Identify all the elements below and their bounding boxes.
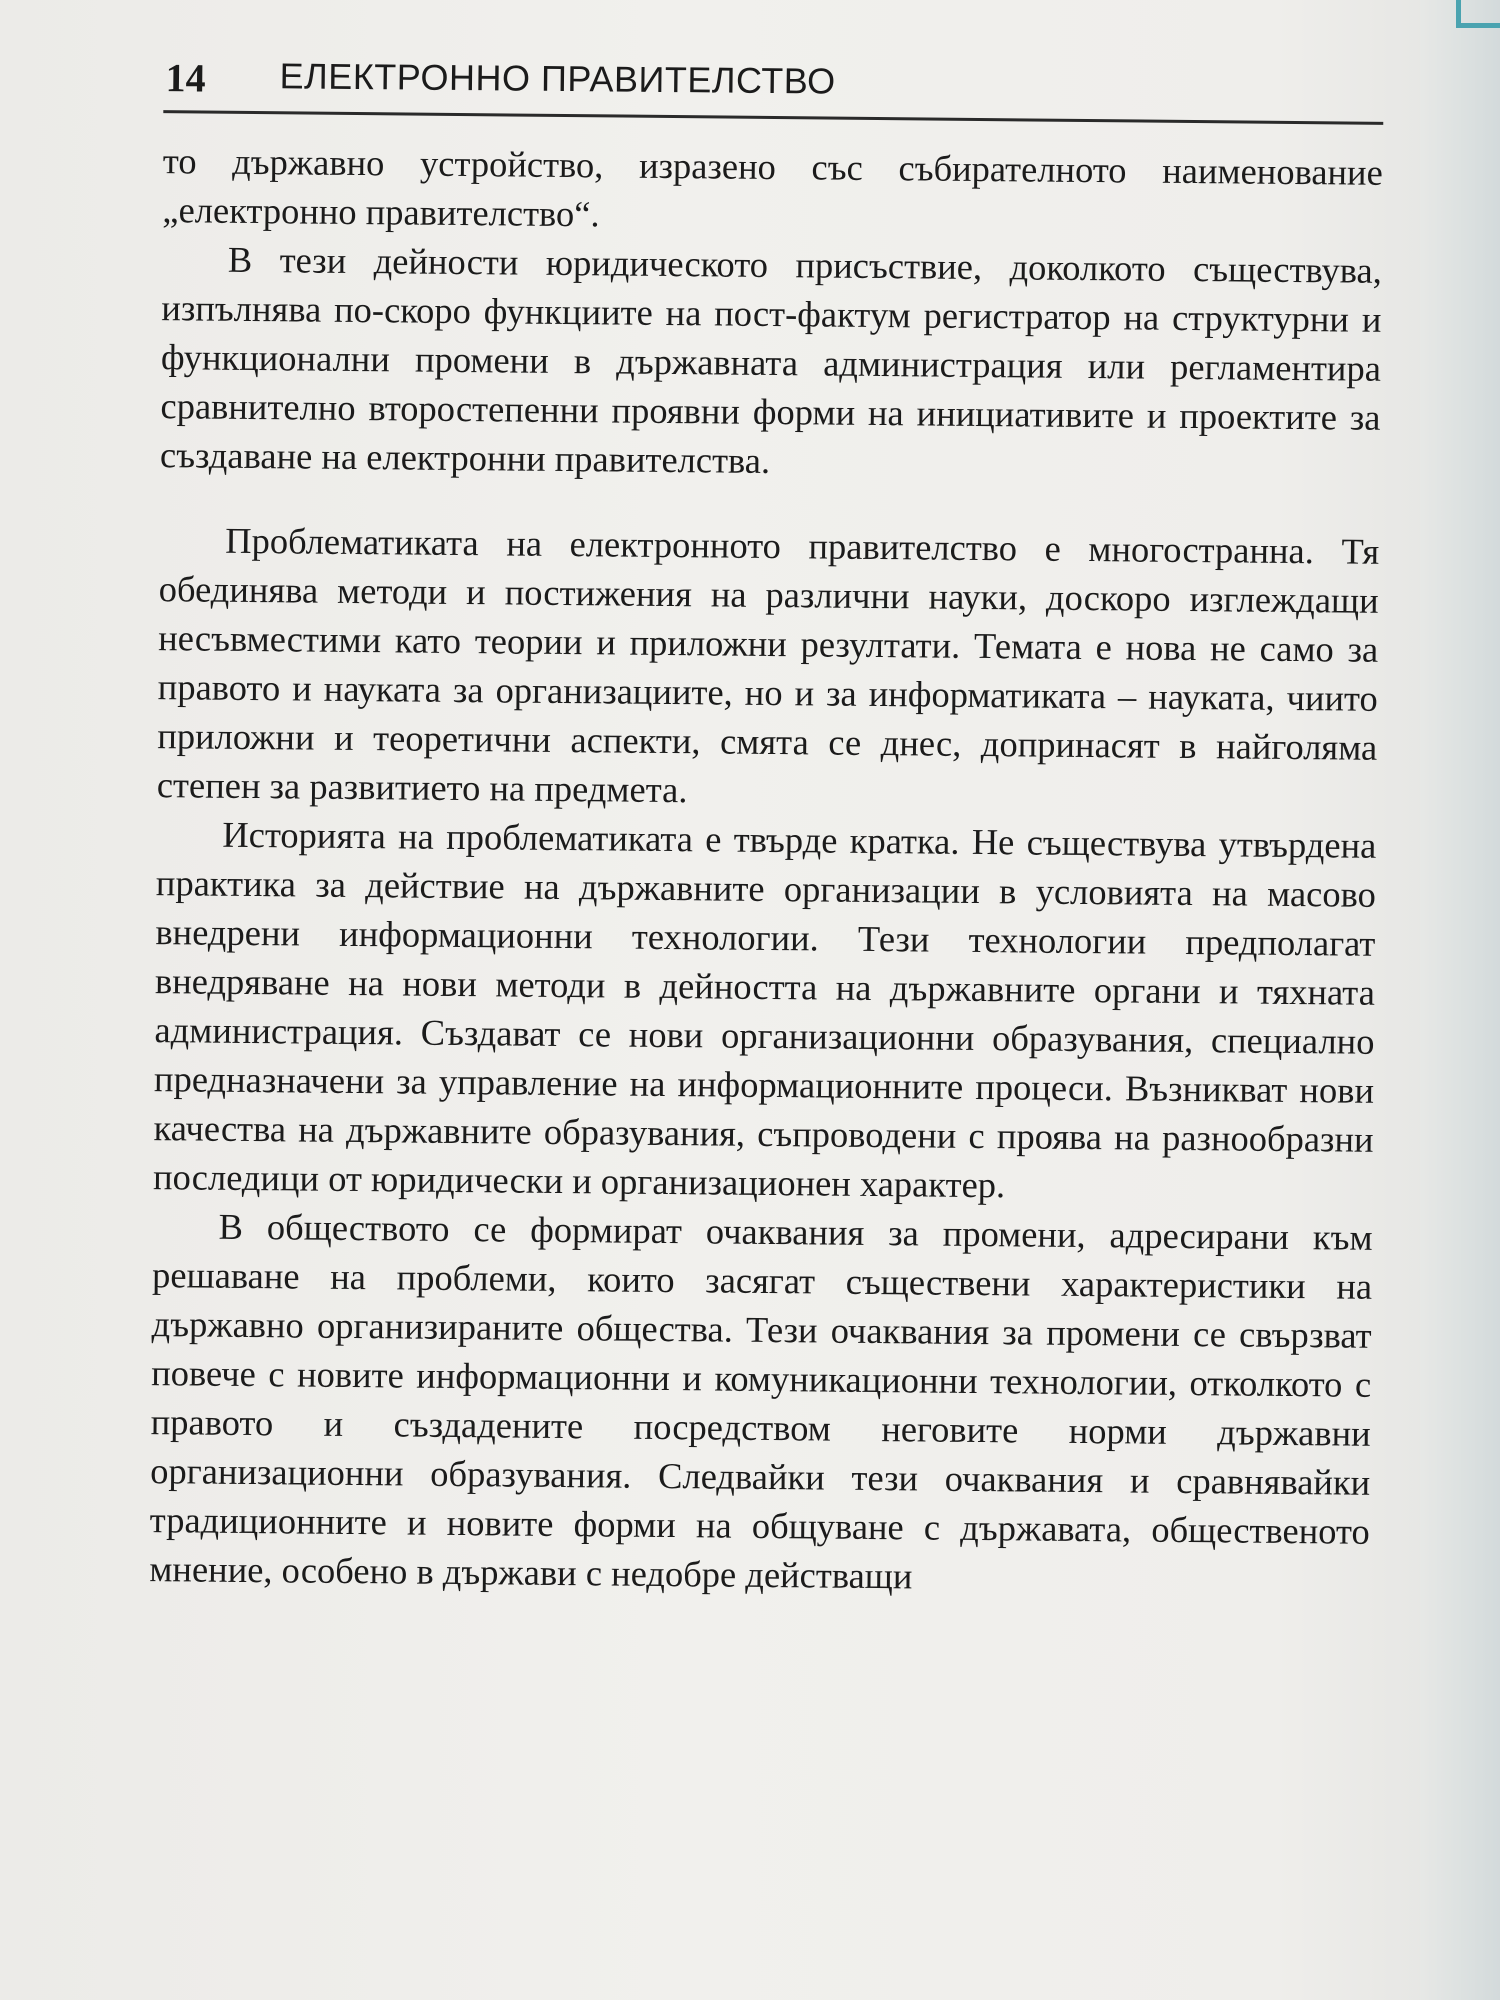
running-title: ЕЛЕКТРОННО ПРАВИТЕЛСТВО	[279, 55, 836, 102]
header-rule	[163, 110, 1383, 125]
paragraph: В обществото се формират очаквания за промени, адресирани към решаване на проблеми, които засягат съществени характеристики на държавно организираните общества. Тези очаквания за промени се свързват повече с новите информационни и комуникационни технологии, отколкото с правото и създадените посредством неговите норми държавни организационни образувания. Следвайки тези очаквания и сравнявайки традиционните и новите форми на общуване с държавата, общественото мнение, особено в държави с недобре действащи	[149, 1205, 1373, 1597]
paragraph-continued: то държавно устройство, изразено със събирателното наименование „електронно правителство“.	[162, 140, 1383, 235]
body-text	[149, 136, 1383, 1605]
adjacent-page-edge	[1420, 0, 1500, 2000]
book-page	[131, 40, 1400, 2000]
paragraph: В тези дейности юридическото присъствие, доколкото съществува, изпълнява по-скоро функциите на пост-фактум регистратор на структурни и функционални промени в държавната администрация или регламентира сравнително второстепенни проявни форми на инициативите и проектите за създаване на електронни правителства.	[159, 238, 1383, 481]
page-number: 14	[165, 55, 206, 101]
paragraph: Проблематиката на електронното правителство е многостранна. Тя обединява методи и постижения на различни науки, доскоро изглеждащи несъвместими като теории и приложни резултати. Темата е нова не само за правото и науката за организациите, но и за информатиката – науката, чиито приложни и теоретични аспекти, смята се днес, допринасят в найголяма степен за развитието на предмета.	[156, 519, 1380, 811]
teal-cover-mark	[1456, 0, 1500, 28]
paragraph: Историята на проблематиката е твърде кратка. Не съществува утвърдена практика за действие на държавните организации в условията на масово внедрени информационни технологии. Тези технологии предполагат внедряване на нови методи в дейността на държавните органи и тяхната администрация. Създават се нови организационни образувания, специално предназначени за управление на информационните процеси. Възникват нови качества на държавните образувания, съпроводени с проява на разнообразни последици от юридически и организационен характер.	[152, 813, 1377, 1206]
running-header	[149, 40, 1390, 124]
